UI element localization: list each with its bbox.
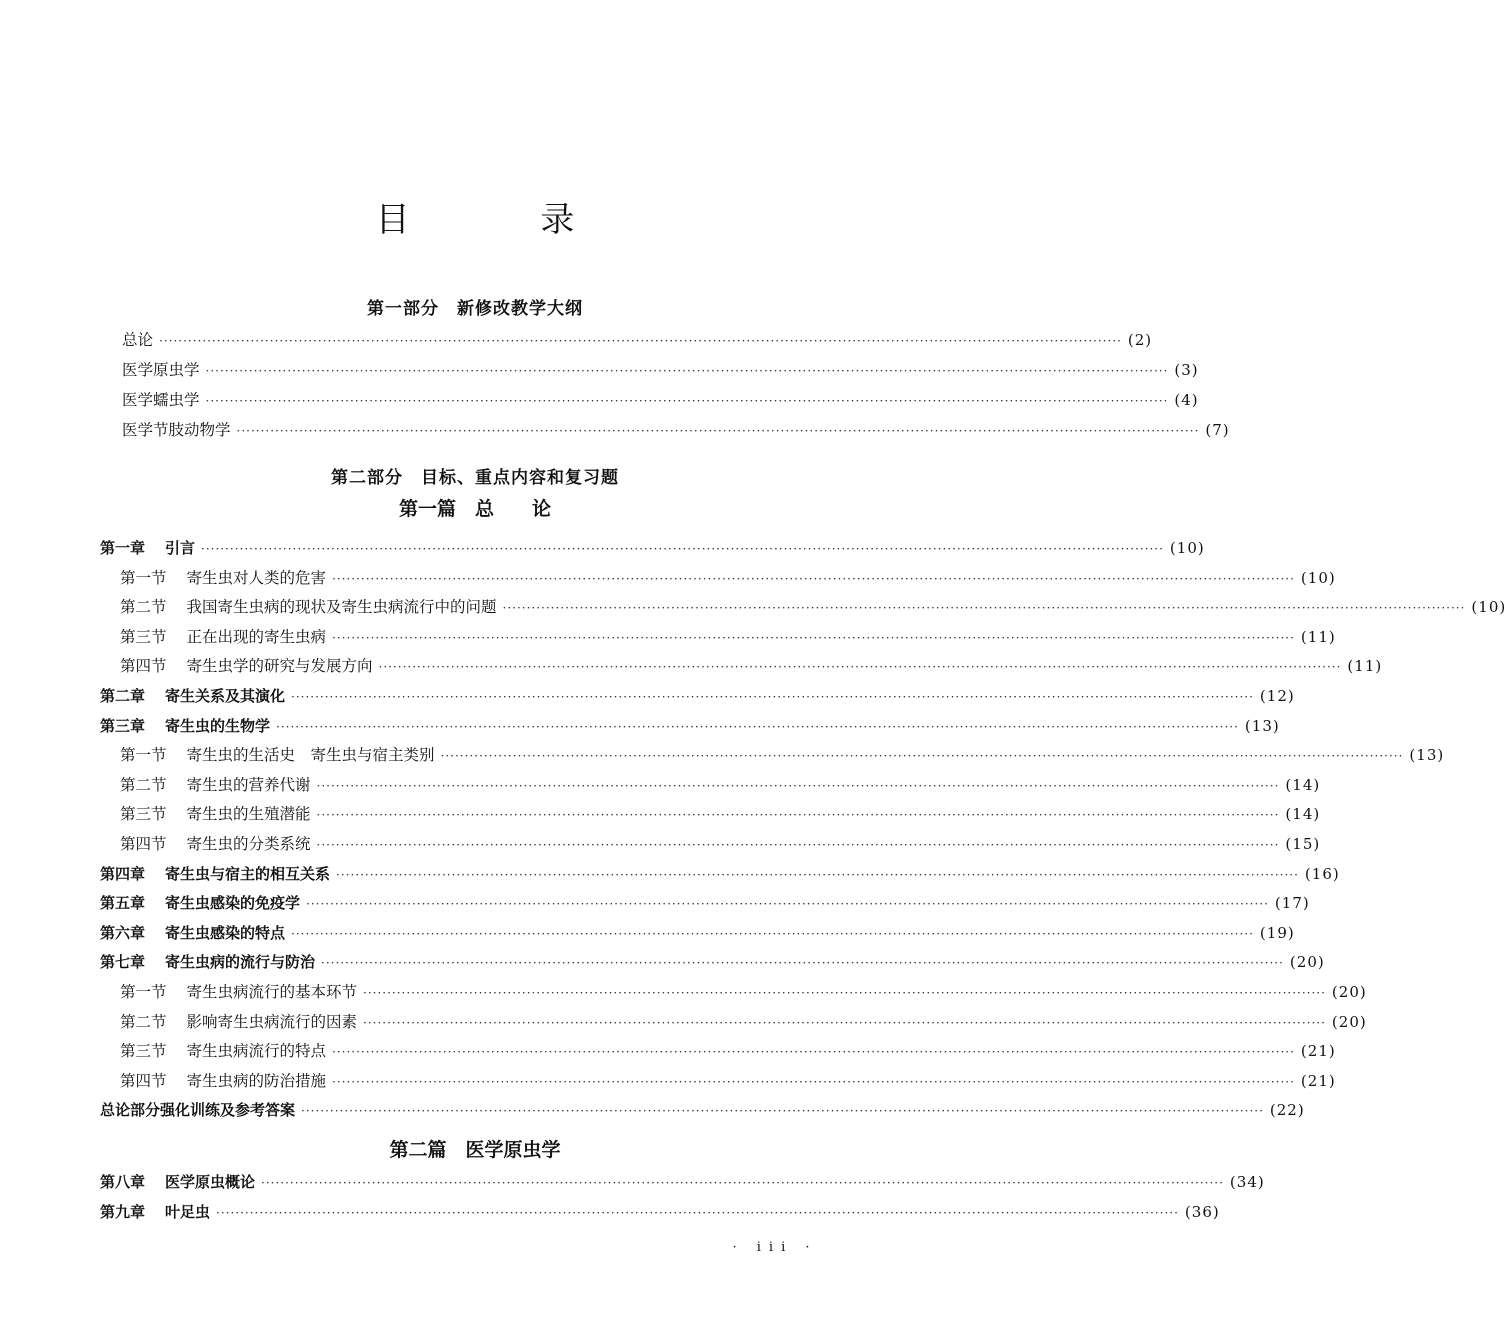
dot-leader: ········································································································································································································ bbox=[363, 1015, 1326, 1030]
toc-entry[interactable] bbox=[122, 418, 1230, 442]
toc-entry-label bbox=[100, 684, 285, 708]
toc-page-number: (7) bbox=[1205, 421, 1230, 439]
toc-entry-text: 寄生虫与宿主的相互关系 bbox=[165, 864, 331, 883]
toc-entry-label bbox=[120, 1069, 326, 1093]
dot-leader: ········································································································································································································ bbox=[236, 424, 1200, 438]
toc-page-number: (13) bbox=[1244, 716, 1280, 735]
toc-entry-text: 医学原虫学 bbox=[122, 361, 200, 379]
toc-entry-number: 第一节 bbox=[120, 568, 167, 587]
toc-entry-text: 总论 bbox=[122, 331, 154, 349]
toc-entry-label bbox=[122, 418, 231, 442]
toc-entry-text: 寄生虫的生活史 寄生虫与宿主类别 bbox=[186, 746, 435, 765]
dot-leader: ········································································································································································································ bbox=[332, 1074, 1295, 1089]
toc-page-number: (19) bbox=[1259, 923, 1295, 942]
toc-page-number: (2) bbox=[1127, 331, 1153, 349]
toc-entry-label bbox=[100, 1098, 295, 1122]
toc-chapter-entry[interactable] bbox=[100, 862, 1340, 886]
toc-entry-label bbox=[120, 625, 326, 649]
toc-entry-number: 第三节 bbox=[120, 1042, 167, 1061]
toc-entry-label bbox=[120, 1010, 357, 1034]
toc-entry-text: 寄生虫病流行的特点 bbox=[186, 1042, 327, 1061]
toc-entry-text: 我国寄生虫病的现状及寄生虫病流行中的问题 bbox=[186, 598, 497, 617]
toc-page-number: (3) bbox=[1174, 361, 1199, 379]
toc-entry-number: 第一节 bbox=[120, 746, 167, 765]
toc-page-number: (15) bbox=[1285, 835, 1321, 853]
toc-entry-number: 第五章 bbox=[100, 894, 146, 913]
toc-chapter-entry[interactable] bbox=[100, 950, 1325, 974]
dot-leader: ········································································································································································································ bbox=[159, 334, 1122, 348]
toc-entry-text: 叶足虫 bbox=[165, 1203, 211, 1221]
dot-leader: ········································································································································································································ bbox=[332, 630, 1295, 645]
toc-page-number: (14) bbox=[1285, 775, 1321, 794]
page-title: 目 录 bbox=[375, 200, 635, 240]
toc-page-number: (20) bbox=[1331, 1012, 1367, 1031]
toc-entry[interactable] bbox=[120, 625, 1336, 649]
part1-heading bbox=[0, 294, 950, 319]
toc-entry[interactable] bbox=[120, 980, 1367, 1004]
toc-chapter-entry[interactable] bbox=[100, 921, 1295, 945]
toc-page-number: (21) bbox=[1300, 1071, 1336, 1090]
toc-page-number: (34) bbox=[1229, 1173, 1265, 1191]
toc-entry-label bbox=[100, 950, 315, 974]
toc-entry-text: 正在出现的寄生虫病 bbox=[186, 627, 327, 646]
toc-entry-number: 第二章 bbox=[100, 687, 146, 705]
toc-entry-text: 寄生虫的生物学 bbox=[165, 716, 271, 735]
toc-entry[interactable] bbox=[120, 1010, 1367, 1034]
toc-page-number: (10) bbox=[1169, 539, 1205, 557]
dot-leader: ········································································································································································································ bbox=[440, 749, 1404, 764]
toc-page-number: (17) bbox=[1274, 894, 1310, 913]
toc-chapter-entry[interactable] bbox=[100, 891, 1310, 915]
dot-leader: ········································································································································································································ bbox=[316, 838, 1280, 852]
part1-heading-number: 第一部分 bbox=[367, 299, 439, 319]
toc-entry[interactable] bbox=[120, 802, 1321, 826]
dot-leader: ········································································································································································································ bbox=[205, 394, 1169, 408]
toc-entry[interactable] bbox=[120, 743, 1445, 767]
toc-page-number: (20) bbox=[1289, 953, 1325, 972]
toc-chapter-entry[interactable] bbox=[100, 684, 1295, 708]
toc-entry-label bbox=[100, 1200, 210, 1224]
toc-entry-text: 医学原虫概论 bbox=[165, 1173, 256, 1191]
toc-entry-number: 第七章 bbox=[100, 953, 146, 972]
toc-entry[interactable] bbox=[120, 1069, 1336, 1093]
dot-leader: ········································································································································································································ bbox=[321, 956, 1284, 971]
toc-entry-number: 第六章 bbox=[100, 923, 146, 942]
toc-page-number: (36) bbox=[1184, 1203, 1220, 1221]
toc-page-number: (11) bbox=[1300, 627, 1336, 646]
pian1-heading: 第一篇 总 论 bbox=[398, 498, 551, 520]
toc-entry-number: 第八章 bbox=[100, 1173, 146, 1191]
toc-entry[interactable] bbox=[122, 358, 1199, 382]
toc-entry-label bbox=[100, 1170, 255, 1194]
toc-entry[interactable] bbox=[122, 328, 1153, 352]
toc-chapter-entry[interactable] bbox=[100, 1200, 1220, 1224]
toc-entry[interactable] bbox=[120, 832, 1321, 856]
toc-page-number: (16) bbox=[1304, 864, 1340, 883]
toc-entry-label bbox=[100, 714, 270, 738]
pian2-heading: 第二篇 医学原虫学 bbox=[389, 1139, 561, 1161]
toc-entry-number: 第二节 bbox=[120, 775, 167, 794]
toc-entry-label bbox=[120, 773, 311, 797]
toc-entry-label bbox=[120, 832, 311, 856]
toc-entry-number: 第三章 bbox=[100, 716, 146, 735]
toc-entry-text: 寄生虫对人类的危害 bbox=[186, 568, 327, 587]
toc-page-number: (10) bbox=[1471, 598, 1506, 617]
toc-chapter-entry[interactable] bbox=[100, 536, 1205, 560]
toc-chapter-entry[interactable] bbox=[100, 714, 1280, 738]
dot-leader: ········································································································································································································ bbox=[363, 986, 1326, 1000]
part2-heading-number: 第二部分 bbox=[331, 468, 403, 488]
toc-entry-number: 第四章 bbox=[100, 864, 146, 883]
toc-entry-text: 寄生虫的生殖潜能 bbox=[186, 805, 311, 824]
part2-heading-title: 目标、重点内容和复习题 bbox=[421, 468, 619, 488]
dot-leader: ········································································································································································································ bbox=[332, 571, 1295, 586]
toc-entry-text: 医学节肢动物学 bbox=[122, 421, 231, 439]
toc-entry[interactable] bbox=[120, 566, 1336, 590]
part1-heading-title: 新修改教学大纲 bbox=[457, 299, 583, 319]
toc-entry-label bbox=[100, 891, 300, 915]
toc-entry-number: 第三节 bbox=[120, 627, 167, 646]
toc-entry-text: 影响寄生虫病流行的因素 bbox=[186, 1012, 358, 1031]
toc-entry-label bbox=[122, 358, 200, 382]
toc-entry-text: 寄生虫感染的免疫学 bbox=[165, 894, 301, 913]
toc-entry-label bbox=[100, 862, 330, 886]
toc-entry-number: 第四节 bbox=[120, 1071, 167, 1090]
toc-entry-label bbox=[122, 328, 153, 352]
toc-entry-label bbox=[100, 921, 285, 945]
dot-leader: ········································································································································································································ bbox=[201, 542, 1164, 556]
toc-page-number: (22) bbox=[1269, 1101, 1305, 1120]
toc-entry-number: 第三节 bbox=[120, 805, 167, 824]
toc-page-number: (11) bbox=[1347, 657, 1383, 676]
toc-entry-label bbox=[120, 566, 326, 590]
toc-entry-number: 第九章 bbox=[100, 1203, 146, 1221]
toc-entry-label bbox=[120, 802, 311, 826]
toc-entry-text: 寄生虫感染的特点 bbox=[165, 923, 286, 942]
dot-leader: ········································································································································································································ bbox=[301, 1104, 1264, 1119]
toc-entry-text: 总论部分强化训练及参考答案 bbox=[100, 1101, 296, 1120]
dot-leader: ········································································································································································································ bbox=[502, 601, 1466, 616]
toc-page-number: (21) bbox=[1300, 1042, 1336, 1061]
toc-entry-number: 第一节 bbox=[120, 983, 167, 1001]
toc-entry-number: 第四节 bbox=[120, 835, 167, 853]
page-folio: · iii · bbox=[732, 1240, 818, 1255]
toc-entry-label bbox=[120, 743, 435, 767]
toc-entry-number: 第一章 bbox=[100, 539, 146, 557]
toc-entry-text: 寄生虫学的研究与发展方向 bbox=[186, 657, 373, 676]
toc-entry-number: 第四节 bbox=[120, 657, 167, 676]
part2-heading bbox=[0, 463, 950, 488]
toc-entry-label bbox=[100, 536, 195, 560]
toc-entry-text: 引言 bbox=[165, 539, 196, 557]
toc-entry-text: 寄生虫的营养代谢 bbox=[186, 775, 311, 794]
toc-page-number: (12) bbox=[1259, 687, 1295, 705]
toc-entry-number: 第二节 bbox=[120, 598, 167, 617]
toc-entry-text: 寄生虫病流行的基本环节 bbox=[186, 983, 358, 1001]
toc-entry-label bbox=[120, 595, 497, 619]
dot-leader: ········································································································································································································ bbox=[316, 808, 1280, 823]
toc-page-number: (20) bbox=[1331, 983, 1367, 1001]
toc-entry[interactable] bbox=[120, 773, 1321, 797]
dot-leader: ········································································································································································································ bbox=[216, 1206, 1179, 1220]
toc-entry[interactable] bbox=[122, 388, 1199, 412]
toc-page-number: (13) bbox=[1409, 746, 1445, 765]
toc-entry-label bbox=[120, 980, 357, 1004]
toc-entry[interactable] bbox=[120, 654, 1383, 678]
dot-leader: ········································································································································································································ bbox=[336, 867, 1299, 882]
toc-entry-text: 寄生虫病的流行与防治 bbox=[165, 953, 316, 972]
toc-page-number: (4) bbox=[1174, 391, 1199, 409]
toc-entry-text: 寄生虫的分类系统 bbox=[186, 835, 311, 853]
dot-leader: ········································································································································································································ bbox=[276, 719, 1239, 734]
dot-leader: ········································································································································································································ bbox=[261, 1176, 1224, 1190]
toc-entry-label bbox=[120, 654, 373, 678]
dot-leader: ········································································································································································································ bbox=[378, 660, 1342, 675]
toc-chapter-entry[interactable] bbox=[100, 1098, 1305, 1122]
toc-page-number: (14) bbox=[1285, 805, 1321, 824]
toc-entry[interactable] bbox=[120, 595, 1506, 619]
dot-leader: ········································································································································································································ bbox=[332, 1045, 1295, 1060]
toc-entry-number: 第二节 bbox=[120, 1012, 167, 1031]
toc-entry[interactable] bbox=[120, 1039, 1336, 1063]
toc-entry-text: 寄生虫病的防治措施 bbox=[186, 1071, 327, 1090]
toc-entry-label bbox=[122, 388, 200, 412]
toc-page-number: (10) bbox=[1300, 568, 1336, 587]
dot-leader: ········································································································································································································ bbox=[291, 690, 1254, 704]
dot-leader: ········································································································································································································ bbox=[205, 364, 1169, 378]
toc-entry-text: 医学蠕虫学 bbox=[122, 391, 200, 409]
toc-entry-label bbox=[120, 1039, 326, 1063]
dot-leader: ········································································································································································································ bbox=[316, 778, 1280, 793]
toc-chapter-entry[interactable] bbox=[100, 1170, 1265, 1194]
dot-leader: ········································································································································································································ bbox=[306, 897, 1269, 912]
dot-leader: ········································································································································································································ bbox=[291, 926, 1254, 941]
toc-entry-text: 寄生关系及其演化 bbox=[165, 687, 286, 705]
